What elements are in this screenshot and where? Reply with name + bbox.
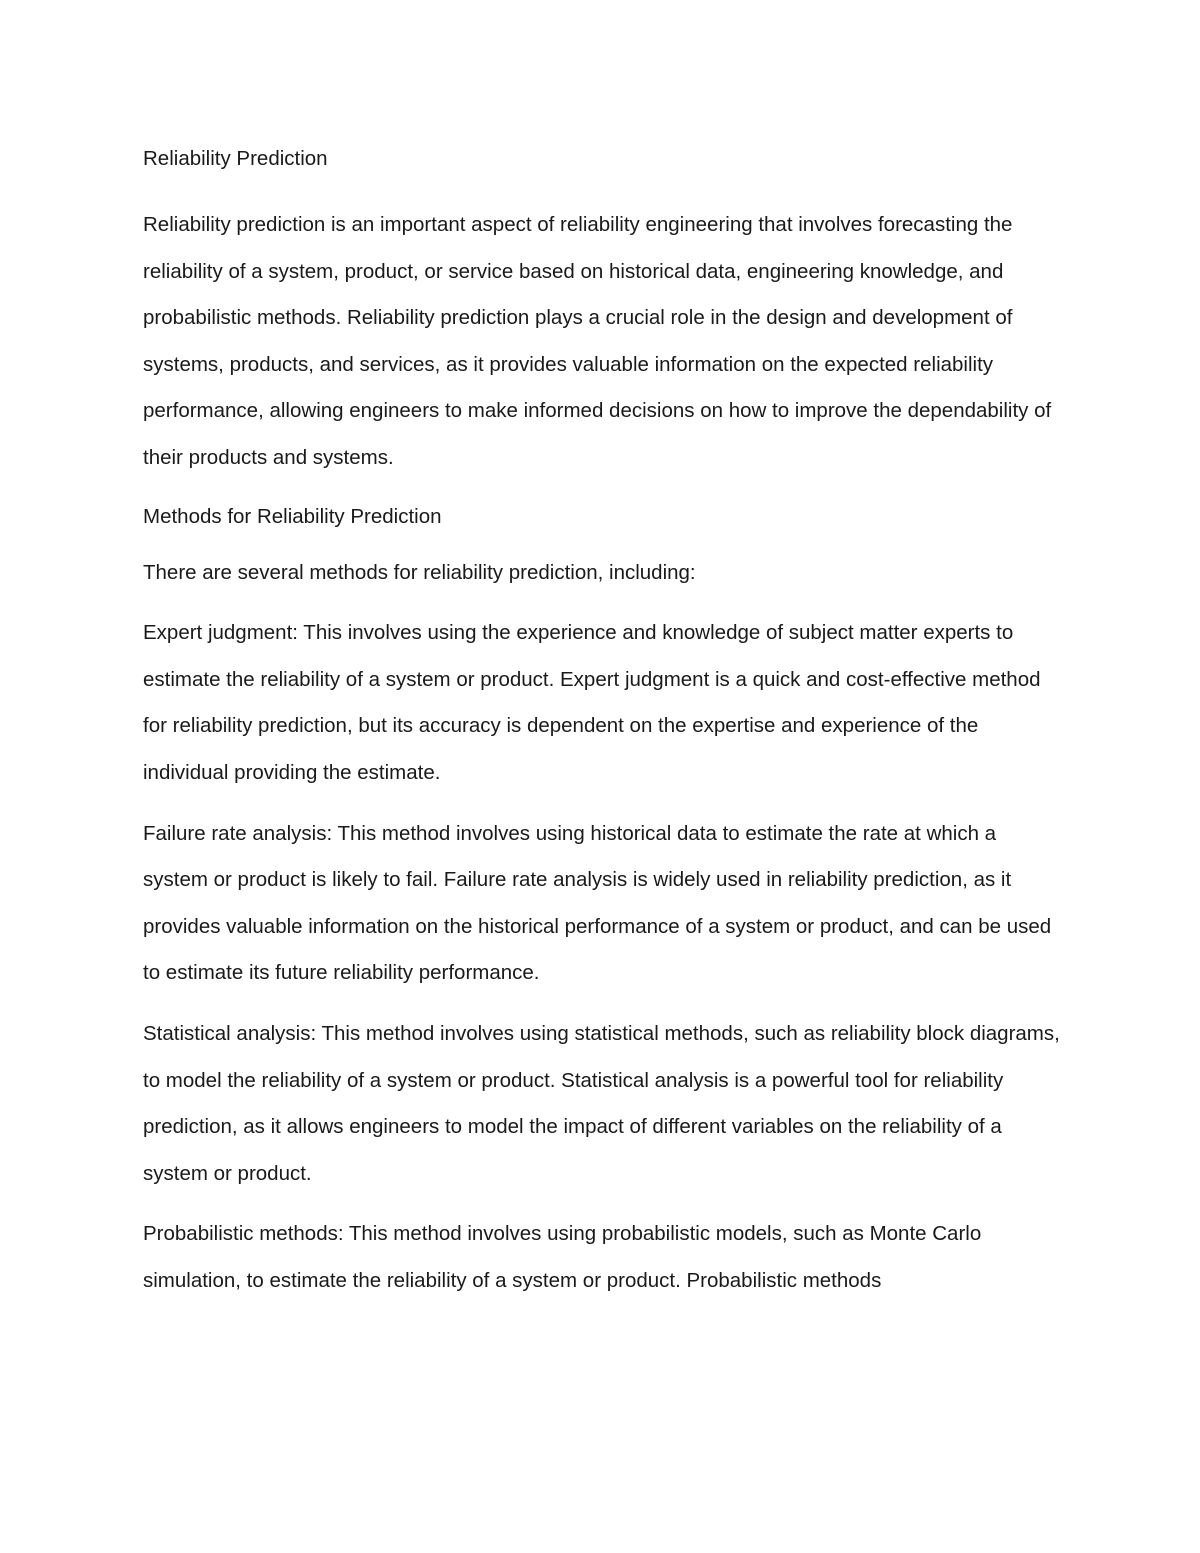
intro-paragraph: Reliability prediction is an important aspect of reliability engineering that involves forecasting the reliability of a system, product, or service based on historical data, engineering knowledge, and probabilistic methods. Reliability prediction plays a crucial role in the design and development of systems, products, and services, as it provides valuable information on the expected reliability performance, allowing engineers to make informed decisions on how to improve the dependability of their products and systems. xyxy=(143,213,1052,469)
methods-heading: Methods for Reliability Prediction xyxy=(143,504,442,528)
document-body xyxy=(143,140,1063,1304)
method-paragraph-statistical-analysis: Statistical analysis: This method involves using statistical methods, such as reliability block diagrams, to model the reliability of a system or product. Statistical analysis is a powerful tool for reliability prediction, as it allows engineers to model the impact of different variables on the reliability of a system or product. xyxy=(143,1021,1060,1185)
methods-intro-paragraph: There are several methods for reliability prediction, including: xyxy=(143,560,696,584)
document-title: Reliability Prediction xyxy=(143,147,328,170)
method-paragraph-probabilistic-methods: Probabilistic methods: This method involves using probabilistic models, such as Monte Carlo simulation, to estimate the reliability of a system or product. Probabilistic methods xyxy=(143,1222,982,1292)
method-paragraph-expert-judgment: Expert judgment: This involves using the experience and knowledge of subject matter experts to estimate the reliability of a system or product. Expert judgment is a quick and cost-effective method for reliability prediction, but its accuracy is dependent on the expertise and experience of the individual providing the estimate. xyxy=(143,621,1041,784)
method-paragraph-failure-rate-analysis: Failure rate analysis: This method involves using historical data to estimate the rate at which a system or product is likely to fail. Failure rate analysis is widely used in reliability prediction, as it provides valuable information on the historical performance of a system or product, and can be used to estimate its future reliability performance. xyxy=(143,821,1052,985)
